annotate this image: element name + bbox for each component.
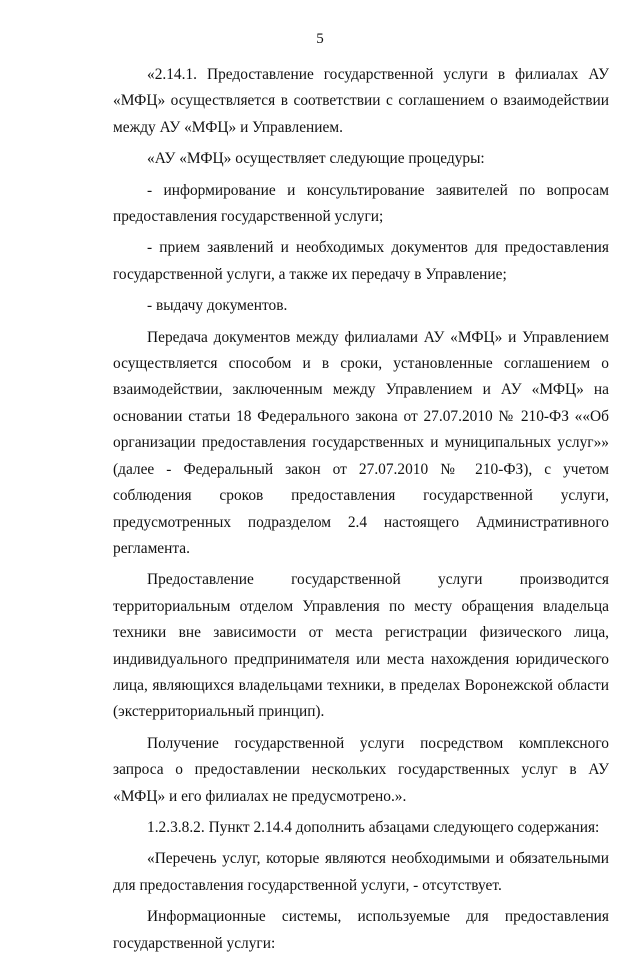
paragraph-extraterritorial: Предоставление государственной услуги производится территориальным отделом Управления по месту обращения владельца техники вне зависимости от места регистрации физического лица, индивидуального предпринимателя или места нахождения юридического лица, являющихся владельцами техники, в пределах Воронежской области (экстерриториальный принцип). <box>113 571 609 721</box>
paragraph-procedures-intro: «АУ «МФЦ» осуществляет следующие процедуры: <box>147 150 485 168</box>
paragraph-1-2-3-8-2: 1.2.3.8.2. Пункт 2.14.4 дополнить абзацами следующего содержания: <box>147 818 600 836</box>
paragraph-services-list: «Перечень услуг, которые являются необходимыми и обязательными для предоставления государственной услуги, - отсутствует. <box>113 850 609 894</box>
paragraph-information-systems: Информационные системы, используемые для предоставления государственной услуги: <box>113 908 609 952</box>
list-item-receiving-applications: - прием заявлений и необходимых документов для предоставления государственной услуги, а также их передачу в Управление; <box>113 239 609 283</box>
list-item-issuing-documents: - выдачу документов. <box>147 297 288 315</box>
page-number: 5 <box>316 31 324 47</box>
list-item-informing: - информирование и консультирование заявителей по вопросам предоставления государственной услуги; <box>113 181 609 226</box>
paragraph-complex-request: Получение государственной услуги посредством комплексного запроса о предоставлении нескольких государственных услуг в АУ «МФЦ» и его филиалах не предусмотрено.». <box>113 734 609 805</box>
document-body <box>113 62 609 962</box>
paragraph-2-14-1: «2.14.1. Предоставление государственной услуги в филиалах АУ «МФЦ» осуществляется в соответствии с соглашением о взаимодействии между АУ «МФЦ» и Управлением. <box>113 66 609 136</box>
paragraph-document-transfer: Передача документов между филиалами АУ «МФЦ» и Управлением осуществляется способом и в сроки, установленные соглашением о взаимодействии, заключенным между Управлением и АУ «МФЦ» на основании статьи 18 Федерального закона от 27.07.2010 № 210-ФЗ ««Об организации предоставления государственных и муниципальных услуг»» (далее - Федеральный закон от 27.07.2010 № 210-ФЗ), с учетом соблюдения сроков предоставления государственной услуги, предусмотренных подразделом 2.4 настоящего Административного регламента. <box>113 328 609 557</box>
